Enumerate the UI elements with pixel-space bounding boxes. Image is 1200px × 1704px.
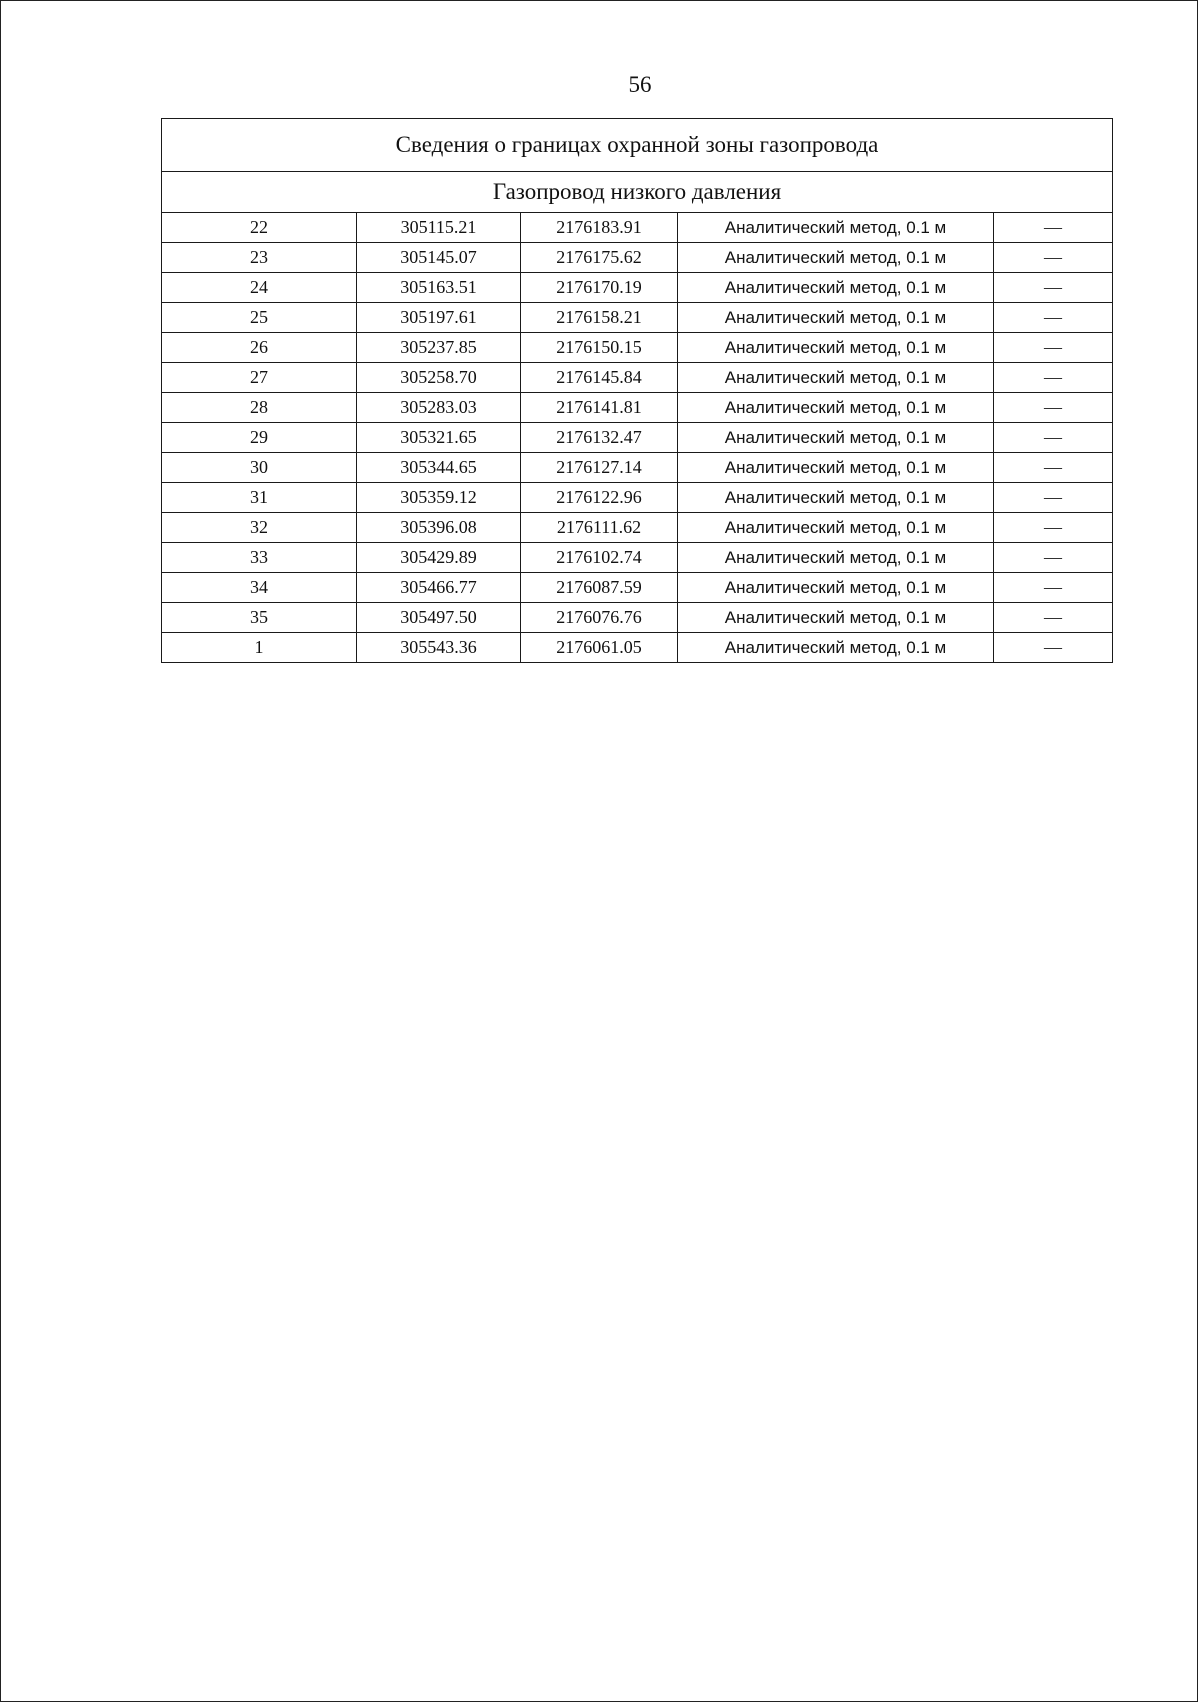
x-coordinate-cell: 305321.65 xyxy=(357,423,521,453)
method-cell: Аналитический метод, 0.1 м xyxy=(678,213,994,243)
point-number-cell: 25 xyxy=(162,303,357,333)
table-row xyxy=(162,303,1113,333)
y-coordinate-cell: 2176170.19 xyxy=(521,273,678,303)
table-row xyxy=(162,273,1113,303)
table-subtitle: Газопровод низкого давления xyxy=(162,172,1113,213)
table-subtitle-row xyxy=(162,172,1113,213)
method-cell: Аналитический метод, 0.1 м xyxy=(678,303,994,333)
note-cell: — xyxy=(994,483,1113,513)
x-coordinate-cell: 305429.89 xyxy=(357,543,521,573)
y-coordinate-cell: 2176145.84 xyxy=(521,363,678,393)
x-coordinate-cell: 305466.77 xyxy=(357,573,521,603)
x-coordinate-cell: 305359.12 xyxy=(357,483,521,513)
y-coordinate-cell: 2176183.91 xyxy=(521,213,678,243)
note-cell: — xyxy=(994,243,1113,273)
x-coordinate-cell: 305283.03 xyxy=(357,393,521,423)
x-coordinate-cell: 305497.50 xyxy=(357,603,521,633)
y-coordinate-cell: 2176122.96 xyxy=(521,483,678,513)
point-number-cell: 35 xyxy=(162,603,357,633)
note-cell: — xyxy=(994,603,1113,633)
table-row xyxy=(162,213,1113,243)
note-cell: — xyxy=(994,543,1113,573)
note-cell: — xyxy=(994,513,1113,543)
point-number-cell: 32 xyxy=(162,513,357,543)
method-cell: Аналитический метод, 0.1 м xyxy=(678,423,994,453)
x-coordinate-cell: 305396.08 xyxy=(357,513,521,543)
y-coordinate-cell: 2176132.47 xyxy=(521,423,678,453)
table-row xyxy=(162,333,1113,363)
method-cell: Аналитический метод, 0.1 м xyxy=(678,393,994,423)
method-cell: Аналитический метод, 0.1 м xyxy=(678,633,994,663)
note-cell: — xyxy=(994,363,1113,393)
point-number-cell: 27 xyxy=(162,363,357,393)
table-row xyxy=(162,243,1113,273)
y-coordinate-cell: 2176175.62 xyxy=(521,243,678,273)
note-cell: — xyxy=(994,573,1113,603)
note-cell: — xyxy=(994,453,1113,483)
table-row xyxy=(162,453,1113,483)
page-number: 56 xyxy=(628,72,652,97)
point-number-cell: 29 xyxy=(162,423,357,453)
point-number-cell: 31 xyxy=(162,483,357,513)
x-coordinate-cell: 305543.36 xyxy=(357,633,521,663)
table-row xyxy=(162,543,1113,573)
boundary-table xyxy=(161,118,1113,663)
method-cell: Аналитический метод, 0.1 м xyxy=(678,453,994,483)
table-row xyxy=(162,483,1113,513)
y-coordinate-cell: 2176150.15 xyxy=(521,333,678,363)
method-cell: Аналитический метод, 0.1 м xyxy=(678,273,994,303)
table-row xyxy=(162,363,1113,393)
method-cell: Аналитический метод, 0.1 м xyxy=(678,483,994,513)
x-coordinate-cell: 305344.65 xyxy=(357,453,521,483)
point-number-cell: 30 xyxy=(162,453,357,483)
method-cell: Аналитический метод, 0.1 м xyxy=(678,513,994,543)
table-row xyxy=(162,393,1113,423)
y-coordinate-cell: 2176127.14 xyxy=(521,453,678,483)
table-row xyxy=(162,573,1113,603)
x-coordinate-cell: 305197.61 xyxy=(357,303,521,333)
note-cell: — xyxy=(994,213,1113,243)
note-cell: — xyxy=(994,333,1113,363)
point-number-cell: 24 xyxy=(162,273,357,303)
point-number-cell: 23 xyxy=(162,243,357,273)
table-row xyxy=(162,423,1113,453)
method-cell: Аналитический метод, 0.1 м xyxy=(678,543,994,573)
x-coordinate-cell: 305237.85 xyxy=(357,333,521,363)
x-coordinate-cell: 305145.07 xyxy=(357,243,521,273)
point-number-cell: 1 xyxy=(162,633,357,663)
table-row xyxy=(162,513,1113,543)
table-row xyxy=(162,633,1113,663)
table-title: Сведения о границах охранной зоны газопровода xyxy=(162,119,1113,172)
note-cell: — xyxy=(994,273,1113,303)
y-coordinate-cell: 2176102.74 xyxy=(521,543,678,573)
note-cell: — xyxy=(994,393,1113,423)
y-coordinate-cell: 2176061.05 xyxy=(521,633,678,663)
note-cell: — xyxy=(994,423,1113,453)
y-coordinate-cell: 2176076.76 xyxy=(521,603,678,633)
y-coordinate-cell: 2176111.62 xyxy=(521,513,678,543)
x-coordinate-cell: 305115.21 xyxy=(357,213,521,243)
note-cell: — xyxy=(994,303,1113,333)
note-cell: — xyxy=(994,633,1113,663)
table-title-row xyxy=(162,119,1113,172)
method-cell: Аналитический метод, 0.1 м xyxy=(678,573,994,603)
method-cell: Аналитический метод, 0.1 м xyxy=(678,603,994,633)
point-number-cell: 22 xyxy=(162,213,357,243)
x-coordinate-cell: 305163.51 xyxy=(357,273,521,303)
point-number-cell: 26 xyxy=(162,333,357,363)
method-cell: Аналитический метод, 0.1 м xyxy=(678,243,994,273)
y-coordinate-cell: 2176158.21 xyxy=(521,303,678,333)
point-number-cell: 33 xyxy=(162,543,357,573)
method-cell: Аналитический метод, 0.1 м xyxy=(678,333,994,363)
point-number-cell: 34 xyxy=(162,573,357,603)
table-row xyxy=(162,603,1113,633)
y-coordinate-cell: 2176087.59 xyxy=(521,573,678,603)
method-cell: Аналитический метод, 0.1 м xyxy=(678,363,994,393)
x-coordinate-cell: 305258.70 xyxy=(357,363,521,393)
point-number-cell: 28 xyxy=(162,393,357,423)
y-coordinate-cell: 2176141.81 xyxy=(521,393,678,423)
